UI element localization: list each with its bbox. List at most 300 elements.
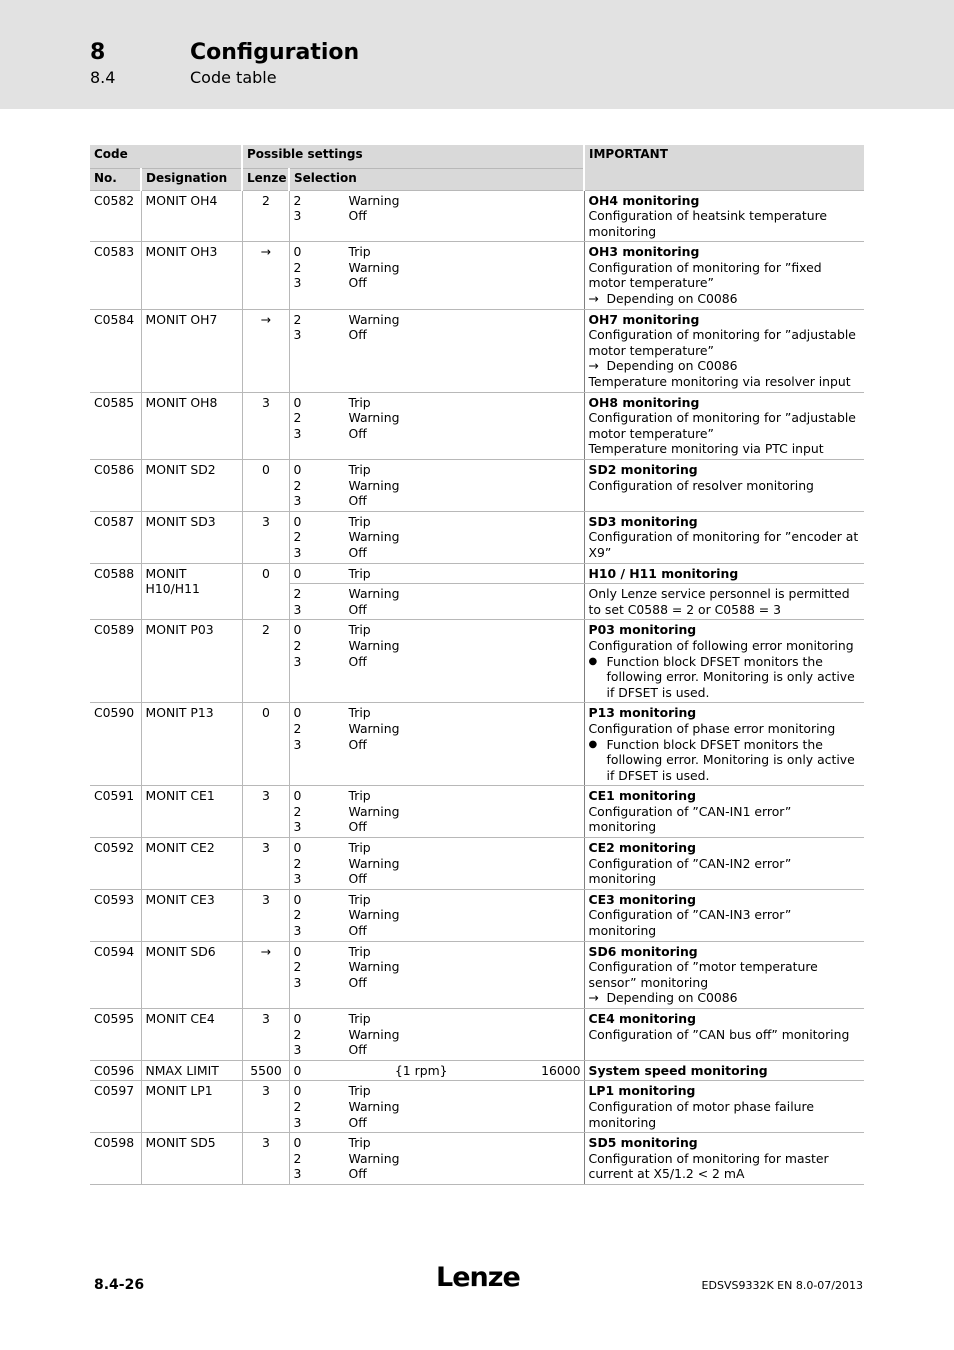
important-cell <box>584 242 864 309</box>
selection-value: 0 <box>293 565 302 581</box>
code-designation: MONIT OH4 <box>141 190 242 242</box>
code-designation: MONIT CE1 <box>141 786 242 838</box>
selection-list <box>294 705 581 752</box>
arrow-right-icon: → <box>588 990 599 1006</box>
code-designation: MONIT CE2 <box>141 838 242 890</box>
table-row <box>90 242 864 309</box>
selection-option <box>294 892 581 908</box>
table-row <box>90 190 864 242</box>
bullet-icon: ● <box>588 655 598 667</box>
section-title: Code table <box>190 68 277 87</box>
selection-cell <box>289 703 584 786</box>
code-designation: MONIT H10/H11 <box>141 563 242 620</box>
selection-value: 0 <box>293 705 302 721</box>
code-number: C0582 <box>90 190 141 242</box>
code-designation: MONIT P03 <box>141 620 242 703</box>
selection-value: 3 <box>293 923 302 939</box>
selection-label: Warning <box>348 637 400 653</box>
selection-option <box>294 1011 581 1027</box>
selection-option <box>294 193 581 209</box>
important-cell <box>584 1133 864 1185</box>
selection-cell <box>289 190 584 242</box>
selection-cell <box>289 392 584 459</box>
important-text: Configuration of heatsink temperature monitoring <box>588 208 828 239</box>
selection-option <box>294 788 581 804</box>
code-number: C0592 <box>90 838 141 890</box>
selection-label: Trip <box>348 622 371 638</box>
important-text: Configuration of monitoring for ”fixed motor temperature” <box>588 259 822 291</box>
selection-label: Warning <box>348 720 400 736</box>
important-text: Temperature monitoring via resolver input <box>588 374 851 390</box>
selection-value: 0 <box>293 1135 302 1151</box>
important-cell <box>584 889 864 941</box>
selection-value: 2 <box>293 1026 302 1042</box>
header-code: Code <box>90 145 242 168</box>
important-title: CE2 monitoring <box>588 840 696 856</box>
code-table <box>90 145 864 1185</box>
selection-label: Trip <box>348 1011 371 1026</box>
important-title: H10 / H11 monitoring <box>588 565 739 581</box>
lenze-default: → <box>242 242 289 309</box>
selection-label: Warning <box>348 192 400 208</box>
lenze-default: 2 <box>242 620 289 703</box>
reference-line <box>589 990 862 1006</box>
selection-label: Warning <box>348 477 400 493</box>
code-designation: MONIT OH8 <box>141 392 242 459</box>
selection-cell <box>289 511 584 563</box>
selection-value: 2 <box>293 855 302 871</box>
selection-value: 3 <box>293 275 302 291</box>
important-cell <box>584 941 864 1008</box>
table-row <box>90 786 864 838</box>
table-row <box>90 889 864 941</box>
selection-option <box>294 275 581 291</box>
selection-value: 0 <box>293 394 302 410</box>
selection-option <box>294 426 581 442</box>
selection-label: Off <box>348 871 367 887</box>
selection-option <box>294 856 581 872</box>
selection-option <box>294 840 581 856</box>
selection-label: Off <box>348 208 367 224</box>
selection-value: 3 <box>293 601 302 617</box>
selection-label: Trip <box>348 244 371 260</box>
selection-option <box>294 944 581 960</box>
selection-value: 2 <box>293 803 302 819</box>
selection-value: 2 <box>293 1150 302 1166</box>
selection-cell <box>289 460 584 512</box>
lenze-default: 0 <box>242 703 289 786</box>
selection-list <box>294 1011 581 1058</box>
lenze-default: 3 <box>242 786 289 838</box>
selection-option <box>294 566 581 582</box>
important-title: OH7 monitoring <box>588 311 700 327</box>
selection-value: 3 <box>293 493 302 509</box>
selection-option <box>294 638 581 654</box>
important-title: OH3 monitoring <box>588 244 700 260</box>
selection-value: 0 <box>293 1083 302 1099</box>
code-designation: MONIT P13 <box>141 703 242 786</box>
selection-value: 2 <box>293 192 302 208</box>
important-text: Configuration of motor phase failure monitoring <box>588 1098 814 1130</box>
table-row <box>90 460 864 512</box>
selection-label: Warning <box>348 803 400 819</box>
table-row <box>90 1081 864 1133</box>
lenze-default: → <box>242 941 289 1008</box>
arrow-right-icon: → <box>588 291 599 307</box>
important-text: Configuration of following error monitoring <box>588 637 854 653</box>
selection-label: Trip <box>348 565 371 581</box>
selection-label: Warning <box>348 311 400 327</box>
code-number: C0583 <box>90 242 141 309</box>
page-header <box>0 0 954 109</box>
selection-cell <box>289 1081 584 1133</box>
important-text: Configuration of ”CAN-IN1 error” monitoring <box>588 803 792 835</box>
reference-text: Depending on C0086 <box>606 358 738 374</box>
selection-label: Off <box>348 601 367 617</box>
code-designation: MONIT OH3 <box>141 242 242 309</box>
important-title: System speed monitoring <box>588 1062 768 1078</box>
header-important: IMPORTANT <box>584 145 864 190</box>
selection-label: Trip <box>348 891 371 907</box>
selection-value: 2 <box>293 637 302 653</box>
selection-option <box>294 208 581 224</box>
table-row <box>90 620 864 703</box>
selection-label: Trip <box>348 1083 371 1099</box>
selection-label: Off <box>348 1166 367 1182</box>
selection-value: 2 <box>293 529 302 545</box>
code-number: C0591 <box>90 786 141 838</box>
page-number: 8.4-26 <box>94 1277 145 1293</box>
selection-label: Warning <box>348 1098 400 1114</box>
header-designation: Designation <box>141 168 242 190</box>
selection-label: Trip <box>348 394 371 410</box>
important-text: Configuration of ”CAN bus off” monitoring <box>588 1026 850 1042</box>
code-number: C0597 <box>90 1081 141 1133</box>
important-cell <box>584 190 864 242</box>
selection-option <box>294 395 581 411</box>
selection-cell <box>289 838 584 890</box>
selection-value: 0 <box>293 513 302 529</box>
selection-label: Off <box>348 425 367 441</box>
important-title: SD6 monitoring <box>588 943 698 959</box>
code-designation: NMAX LIMIT <box>141 1060 242 1081</box>
important-title: CE1 monitoring <box>588 788 696 804</box>
selection-value: 3 <box>293 327 302 343</box>
selection-option <box>294 1027 581 1043</box>
selection-label: Warning <box>348 259 400 275</box>
code-designation: MONIT OH7 <box>141 309 242 392</box>
important-text: Only Lenze service personnel is permitted to set C0588 = 2 or C0588 = 3 <box>588 586 850 617</box>
chapter-number: 8 <box>90 40 106 65</box>
code-designation: MONIT LP1 <box>141 1081 242 1133</box>
code-number: C0596 <box>90 1060 141 1081</box>
important-title: P13 monitoring <box>588 705 697 721</box>
selection-option <box>294 493 581 509</box>
selection-value: 3 <box>293 1114 302 1130</box>
important-cell <box>584 786 864 838</box>
selection-label: Off <box>348 493 367 509</box>
important-text: Configuration of ”CAN-IN3 error” monitoring <box>588 907 792 939</box>
important-title: CE3 monitoring <box>588 891 696 907</box>
selection-label: Off <box>348 974 367 990</box>
selection-list <box>294 193 581 224</box>
table-row <box>90 838 864 890</box>
selection-value: 3 <box>293 736 302 752</box>
important-cell <box>584 1009 864 1061</box>
selection-value: 2 <box>293 477 302 493</box>
selection-cell <box>289 889 584 941</box>
selection-list <box>294 1135 581 1182</box>
header-selection: Selection <box>289 168 584 190</box>
important-title: P03 monitoring <box>588 622 697 638</box>
selection-label: Warning <box>348 1026 400 1042</box>
important-cell <box>584 309 864 392</box>
important-title: SD5 monitoring <box>588 1135 698 1151</box>
bullet-item <box>589 654 862 701</box>
bullet-text: Function block DFSET monitors the following error. Monitoring is only active if DFSET is used. <box>606 653 855 700</box>
selection-option <box>294 737 581 753</box>
selection-cell <box>289 1060 584 1081</box>
selection-list <box>294 1083 581 1130</box>
table-row <box>90 511 864 563</box>
selection-list <box>294 892 581 939</box>
table-row <box>90 1133 864 1185</box>
important-cell <box>584 511 864 563</box>
important-text: Configuration of monitoring for ”adjustable motor temperature” <box>588 410 856 441</box>
lenze-default: 3 <box>242 1009 289 1061</box>
selection-list <box>294 622 581 669</box>
selection-label: Off <box>348 653 367 669</box>
important-text: Configuration of phase error monitoring <box>588 720 836 736</box>
selection-value: 0 <box>293 244 302 260</box>
selection-option <box>294 819 581 835</box>
selection-option <box>294 586 581 602</box>
selection-option <box>294 529 581 545</box>
selection-value: 2 <box>293 720 302 736</box>
selection-cell <box>289 584 584 620</box>
lenze-default: 0 <box>242 563 289 620</box>
reference-line <box>589 291 862 307</box>
code-number: C0598 <box>90 1133 141 1185</box>
selection-option <box>294 260 581 276</box>
important-cell <box>584 563 864 584</box>
selection-option <box>294 514 581 530</box>
selection-value: 2 <box>293 311 302 327</box>
important-cell <box>584 1060 864 1081</box>
table-row <box>90 309 864 392</box>
selection-label: Trip <box>348 1135 371 1151</box>
reference-text: Depending on C0086 <box>606 291 738 307</box>
table-row <box>90 1009 864 1061</box>
important-text: Configuration of monitoring for ”encoder at X9” <box>588 529 859 560</box>
code-number: C0589 <box>90 620 141 703</box>
code-number: C0590 <box>90 703 141 786</box>
important-title: LP1 monitoring <box>588 1083 696 1099</box>
lenze-default: 5500 <box>242 1060 289 1081</box>
selection-value: 3 <box>293 208 302 224</box>
important-text: Configuration of monitoring for ”adjustable motor temperature” <box>588 327 856 358</box>
lenze-logo: Lenze <box>436 1262 520 1293</box>
selection-cell <box>289 563 584 584</box>
selection-option <box>294 327 581 343</box>
selection-cell <box>289 1133 584 1185</box>
important-cell <box>584 392 864 459</box>
selection-value: 0 <box>293 943 302 959</box>
selection-list <box>294 395 581 442</box>
header-no: No. <box>90 168 141 190</box>
selection-value: 3 <box>293 1042 302 1058</box>
code-number: C0588 <box>90 563 141 620</box>
code-designation: MONIT SD5 <box>141 1133 242 1185</box>
selection-option <box>294 622 581 638</box>
important-title: OH8 monitoring <box>588 394 700 410</box>
lenze-default: → <box>242 309 289 392</box>
important-title: SD2 monitoring <box>588 462 698 477</box>
selection-label: Off <box>348 544 367 560</box>
selection-list <box>294 944 581 991</box>
table-header-row <box>90 145 864 168</box>
selection-list <box>294 462 581 509</box>
important-text: Configuration of resolver monitoring <box>588 477 814 493</box>
selection-option <box>294 1151 581 1167</box>
important-cell <box>584 620 864 703</box>
selection-value: 2 <box>293 410 302 426</box>
selection-label: Trip <box>348 513 371 529</box>
selection-label: Warning <box>348 959 400 975</box>
selection-option <box>294 654 581 670</box>
chapter-title: Configuration <box>190 40 360 65</box>
important-cell <box>584 460 864 512</box>
code-number: C0595 <box>90 1009 141 1061</box>
section-number: 8.4 <box>90 68 116 87</box>
selection-label: Warning <box>348 410 400 426</box>
selection-label: Warning <box>348 529 400 545</box>
selection-option <box>294 705 581 721</box>
lenze-default: 3 <box>242 889 289 941</box>
selection-option <box>294 1042 581 1058</box>
selection-option <box>294 244 581 260</box>
selection-value: 0 <box>293 840 302 856</box>
selection-label: Trip <box>348 788 371 804</box>
selection-list <box>294 514 581 561</box>
selection-range <box>294 1063 581 1079</box>
selection-option <box>294 602 581 618</box>
bullet-item <box>589 737 862 784</box>
code-number: C0584 <box>90 309 141 392</box>
selection-value: 0 <box>293 622 302 638</box>
code-number: C0586 <box>90 460 141 512</box>
important-cell <box>584 584 864 620</box>
important-cell <box>584 838 864 890</box>
selection-cell <box>289 309 584 392</box>
selection-label: Warning <box>348 855 400 871</box>
selection-label: Trip <box>348 943 371 959</box>
range-min: 0 <box>293 1062 302 1078</box>
selection-option <box>294 804 581 820</box>
selection-value: 3 <box>293 425 302 441</box>
selection-cell <box>289 242 584 309</box>
selection-option <box>294 907 581 923</box>
selection-list <box>294 788 581 835</box>
lenze-default: 2 <box>242 190 289 242</box>
selection-list <box>294 244 581 291</box>
selection-label: Warning <box>348 907 400 923</box>
selection-option <box>294 923 581 939</box>
reference-text: Depending on C0086 <box>606 990 738 1006</box>
selection-option <box>294 1083 581 1099</box>
code-number: C0585 <box>90 392 141 459</box>
document-id: EDSVS9332K EN 8.0-07/2013 <box>701 1279 863 1292</box>
bullet-icon: ● <box>588 738 598 750</box>
table-row <box>90 941 864 1008</box>
selection-cell <box>289 786 584 838</box>
selection-value: 0 <box>293 891 302 907</box>
important-title: CE4 monitoring <box>588 1011 696 1026</box>
lenze-default: 3 <box>242 1133 289 1185</box>
selection-option <box>294 975 581 991</box>
selection-label: Off <box>348 327 367 343</box>
selection-value: 0 <box>293 462 302 477</box>
important-cell <box>584 703 864 786</box>
code-number: C0593 <box>90 889 141 941</box>
selection-value: 3 <box>293 974 302 990</box>
code-designation: MONIT SD3 <box>141 511 242 563</box>
selection-list <box>294 312 581 343</box>
selection-option <box>294 721 581 737</box>
selection-label: Trip <box>348 462 371 477</box>
range-unit: {1 rpm} <box>394 1062 448 1078</box>
selection-label: Off <box>348 1042 367 1058</box>
code-number: C0594 <box>90 941 141 1008</box>
code-designation: MONIT CE3 <box>141 889 242 941</box>
selection-label: Warning <box>348 586 400 602</box>
selection-list <box>294 840 581 887</box>
selection-label: Off <box>348 819 367 835</box>
selection-option <box>294 959 581 975</box>
lenze-default: 3 <box>242 838 289 890</box>
selection-value: 2 <box>293 259 302 275</box>
table-row <box>90 563 864 584</box>
lenze-default: 0 <box>242 460 289 512</box>
important-text: Configuration of ”motor temperature sensor” monitoring <box>588 959 818 990</box>
range-max: 16000 <box>541 1062 581 1078</box>
selection-label: Off <box>348 275 367 291</box>
selection-option <box>294 410 581 426</box>
selection-value: 2 <box>293 1098 302 1114</box>
arrow-right-icon: → <box>588 358 599 374</box>
selection-option <box>294 545 581 561</box>
header-possible-settings: Possible settings <box>242 145 584 168</box>
table-row <box>90 703 864 786</box>
selection-value: 0 <box>293 1011 302 1026</box>
selection-value: 3 <box>293 544 302 560</box>
selection-cell <box>289 1009 584 1061</box>
selection-label: Warning <box>348 1150 400 1166</box>
selection-cell <box>289 941 584 1008</box>
selection-label: Off <box>348 736 367 752</box>
selection-label: Off <box>348 923 367 939</box>
code-designation: MONIT CE4 <box>141 1009 242 1061</box>
lenze-default: 3 <box>242 1081 289 1133</box>
selection-option <box>294 1166 581 1182</box>
selection-value: 3 <box>293 653 302 669</box>
selection-option <box>294 462 581 478</box>
selection-value: 2 <box>293 586 302 602</box>
reference-line <box>589 358 862 374</box>
lenze-default: 3 <box>242 392 289 459</box>
selection-option <box>294 312 581 328</box>
important-cell <box>584 1081 864 1133</box>
